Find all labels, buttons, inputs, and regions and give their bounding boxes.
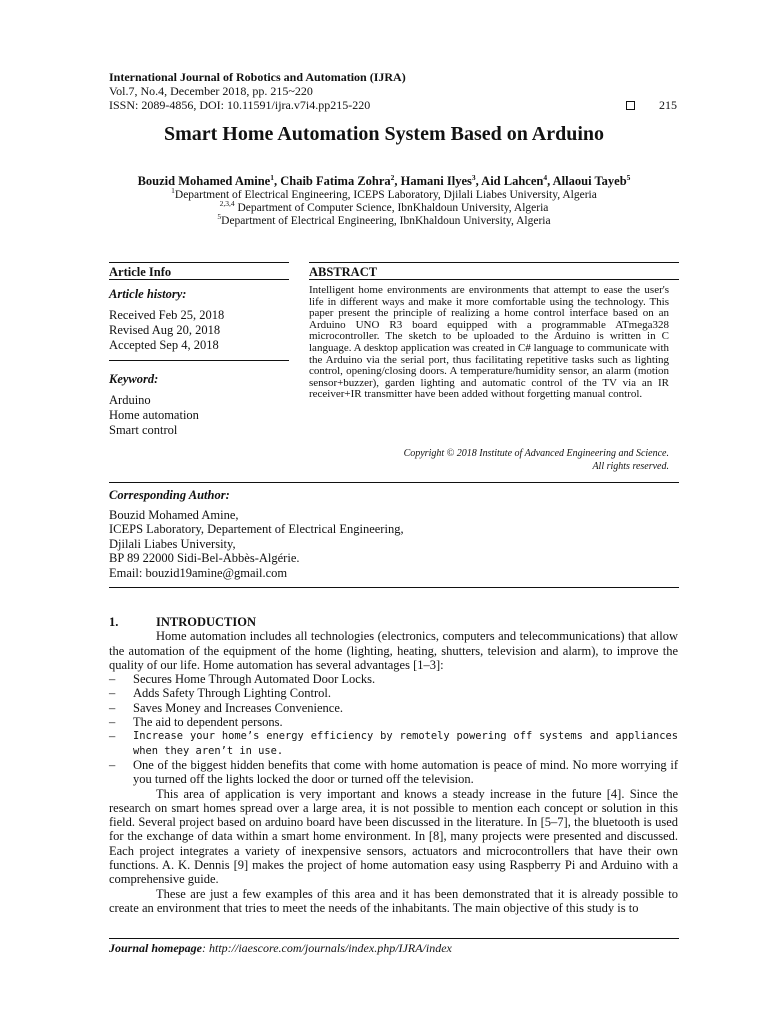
list-item-text: Saves Money and Increases Convenience. bbox=[133, 700, 343, 715]
paragraph: These are just a few examples of this area and it has been demonstrated that it is already possible to create an environment that tries to meet the needs of the inhabitants. The main objective of this study is to bbox=[109, 886, 678, 915]
article-info-top-rule bbox=[109, 262, 289, 263]
keyword-block bbox=[109, 372, 289, 438]
journal-name: International Journal of Robotics and Automation (IJRA) bbox=[109, 70, 406, 84]
list-item-text: Adds Safety Through Lighting Control. bbox=[133, 686, 332, 701]
author: Bouzid Mohamed Amine bbox=[137, 174, 271, 188]
affiliation bbox=[0, 186, 768, 202]
bullet-dash: – bbox=[109, 686, 116, 701]
abstract-text: Intelligent home environments are environments that attempt to ease the user's life in different ways and make it more comfortable using the technology. This paper present the principle of realizing a home control interface based on an Arduino UNO R3 board equipped with a programmable ATmega328 microcontroller. The sketch to be uploaded to the Arduino is written in C language. A desktop application was created in C# language to communicate with the Arduino via the serial port, thus facilitating repetitive tasks such as lighting control, opening/closing doors. A temperature/humidity sensor, an alarm (motion sensor+buzzer), garden lighting and automatic control of the TV via an IR receiver+IR transmitter have been added without forgetting manual control. bbox=[309, 284, 669, 401]
author: Allaoui Tayeb bbox=[552, 174, 627, 188]
affiliation-sup: 1 bbox=[171, 186, 175, 196]
article-info-heading: Article Info bbox=[109, 265, 172, 279]
author-sup: 4 bbox=[543, 172, 548, 182]
author-sup: 2 bbox=[390, 172, 395, 182]
keyword-item: Smart control bbox=[109, 423, 178, 437]
bullet-dash: – bbox=[109, 757, 116, 772]
page-number: 215 bbox=[659, 98, 677, 112]
affiliation-sup: 5 bbox=[217, 212, 222, 222]
footer-rule bbox=[109, 938, 679, 939]
journal-issn: ISSN: 2089-4856, DOI: 10.11591/ijra.v7i4.pp215-220 bbox=[109, 98, 371, 112]
affiliation-list bbox=[0, 186, 768, 228]
list-item bbox=[109, 729, 678, 758]
homepage-label: Journal homepage bbox=[109, 941, 203, 955]
corresponding-line: ICEPS Laboratory, Departement of Electrical Engineering, bbox=[109, 522, 404, 537]
author-sep: , bbox=[273, 174, 281, 188]
corresponding-line: Djilali Liabes University, bbox=[109, 536, 236, 551]
list-item bbox=[109, 715, 678, 729]
author: Aid Lahcen bbox=[481, 174, 544, 188]
abstract-top-rule bbox=[309, 262, 679, 263]
section-title: INTRODUCTION bbox=[156, 615, 257, 629]
bullet-dash: – bbox=[109, 700, 116, 715]
copyright-notice bbox=[309, 447, 669, 473]
paper-title: Smart Home Automation System Based on Arduino bbox=[163, 123, 605, 145]
corresponding-label: Corresponding Author: bbox=[109, 488, 230, 502]
accepted-date: Accepted Sep 4, 2018 bbox=[109, 338, 219, 352]
bullet-dash: – bbox=[109, 715, 116, 730]
list-item-text: Increase your home’s energy efficiency by remotely powering off systems and appliances when they aren’t in use. bbox=[133, 730, 678, 757]
homepage-url: : http://iaescore.com/journals/index.php/IJRA/index bbox=[202, 941, 452, 955]
article-history bbox=[109, 287, 289, 353]
list-item bbox=[109, 686, 678, 700]
square-box-icon bbox=[626, 101, 635, 110]
journal-homepage-footer bbox=[109, 941, 452, 956]
author-sup: 5 bbox=[626, 172, 631, 182]
affiliation-text: Department of Computer Science, IbnKhaldoun University, Algeria bbox=[234, 202, 549, 214]
affiliation bbox=[0, 199, 768, 215]
corresponding-email: Email: bouzid19amine@gmail.com bbox=[109, 565, 288, 580]
journal-volume: Vol.7, No.4, December 2018, pp. 215~220 bbox=[109, 84, 313, 98]
abstract-heading: ABSTRACT bbox=[309, 265, 378, 279]
list-item-text: The aid to dependent persons. bbox=[133, 715, 283, 730]
author: Hamani Ilyes bbox=[400, 174, 472, 188]
list-item bbox=[109, 701, 678, 715]
list-item bbox=[109, 672, 678, 686]
history-divider bbox=[109, 360, 289, 361]
corresponding-line: BP 89 22000 Sidi-Bel-Abbès-Algérie. bbox=[109, 551, 300, 566]
introduction-section bbox=[109, 615, 678, 915]
received-date: Received Feb 25, 2018 bbox=[109, 308, 225, 322]
corresponding-bottom-rule bbox=[109, 587, 679, 588]
article-history-label: Article history: bbox=[109, 287, 187, 301]
keyword-item: Home automation bbox=[109, 408, 199, 422]
copyright-line: All rights reserved. bbox=[592, 461, 669, 472]
corresponding-author bbox=[109, 488, 679, 581]
journal-header bbox=[109, 70, 679, 112]
copyright-line: Copyright © 2018 Institute of Advanced Engineering and Science. bbox=[403, 448, 669, 459]
section-number: 1. bbox=[109, 615, 119, 629]
revised-date: Revised Aug 20, 2018 bbox=[109, 323, 221, 337]
author-sep: , bbox=[547, 174, 553, 188]
section-heading bbox=[109, 615, 678, 629]
bullet-dash: – bbox=[109, 729, 116, 744]
bullet-dash: – bbox=[109, 672, 116, 687]
author-list bbox=[0, 174, 768, 189]
affiliation-sup: 2,3,4 bbox=[219, 199, 235, 209]
affiliation bbox=[0, 212, 768, 228]
affiliation-text: Department of Electrical Engineering, IbnKhaldoun University, Algeria bbox=[221, 215, 551, 227]
list-item-text: One of the biggest hidden benefits that come with home automation is peace of mind. No more worrying if you turned off the lights locked the door or turned off the television. bbox=[133, 757, 678, 787]
list-item bbox=[109, 758, 678, 787]
author: Chaib Fatima Zohra bbox=[280, 174, 391, 188]
author-sup: 1 bbox=[270, 172, 274, 182]
author-sep: , bbox=[475, 174, 482, 188]
keyword-label: Keyword: bbox=[109, 372, 159, 386]
paragraph: This area of application is very important and knows a steady increase in the future [4]. Since the research on smart homes spread over a large area, it is not possible to mention each concept or solution in this field. Several project based on arduino board have been discussed in the literature. In [5–7], the bluetooth is used for the exchange of data within a smart home environment. In [8], many projects were presented and discussed. Each project integrates a variety of inexpensive sensors, actuators and microcontrollers that have their own functions. A. K. Dennis [9] makes the project of home automation easy using Raspberry Pi and Arduino with a comprehensive guide. bbox=[109, 786, 678, 887]
paragraph: Home automation includes all technologies (electronics, computers and telecommunications) that allow the automation of the equipment of the home (lighting, heating, shutters, television and alarm), to improve the quality of our life. Home automation has several advantages [1–3]: bbox=[109, 629, 678, 672]
affiliation-text: Department of Electrical Engineering, ICEPS Laboratory, Djilali Liabes University, Algeria bbox=[174, 189, 597, 201]
list-item-text: Secures Home Through Automated Door Locks. bbox=[133, 672, 376, 687]
author-sep: , bbox=[394, 174, 401, 188]
corresponding-line: Bouzid Mohamed Amine, bbox=[109, 507, 239, 522]
keyword-item: Arduino bbox=[109, 393, 151, 407]
author-sup: 3 bbox=[471, 172, 476, 182]
info-bottom-rule bbox=[109, 482, 679, 483]
